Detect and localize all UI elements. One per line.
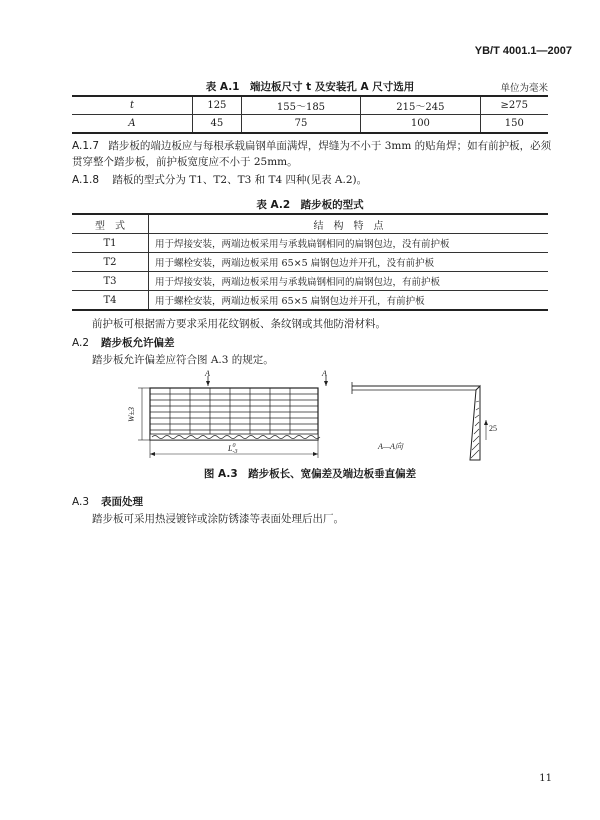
table-cell: 75 (241, 115, 360, 134)
table-header-row (72, 214, 548, 234)
clause-a17-cont: 贯穿整个踏步板，前护板宽度应不小于 25mm。 (72, 156, 298, 168)
table-cell: 215～245 (361, 96, 480, 115)
table-cell: 155～185 (241, 96, 360, 115)
figure-a3-caption: 图 A.3 踏步板长、宽偏差及端边板垂直偏差 (203, 468, 417, 480)
table-row (72, 291, 548, 311)
column-header: 型 式 (72, 214, 149, 234)
table-cell: 125 (193, 96, 242, 115)
grating-outline (150, 388, 318, 440)
dim-25-label: 25 (489, 424, 497, 433)
desc-cell: 用于焊接安装，两端边板采用与承载扁钢相同的扁钢包边，没有前护板 (149, 234, 549, 253)
front-plate-note: 前护板可根据需方要求采用花纹钢板、条纹钢或其他防滑材料。 (92, 318, 386, 330)
table-cell: 100 (361, 115, 480, 134)
length-tol-lower: -3 (232, 449, 238, 455)
table-a1-caption: 表 A.1 端边板尺寸 t 及安装孔 A 尺寸选用 (205, 81, 415, 93)
section-a3-heading (72, 494, 143, 509)
grating-bars (150, 388, 318, 434)
page-number: 11 (539, 773, 552, 784)
section-title: 表面处理 (101, 496, 144, 508)
front-nosing (150, 434, 318, 440)
length-tol-upper: 0 (232, 443, 236, 449)
column-header: 结 构 特 点 (149, 214, 549, 234)
table-a1-unit: 单位为毫米 (500, 83, 548, 94)
section-number: A.2 (72, 337, 90, 349)
table-a2 (72, 213, 548, 311)
type-cell: T2 (72, 253, 149, 272)
table-a1 (72, 95, 548, 134)
standard-code: YB/T 4001.1—2007 (474, 45, 572, 57)
clause-number: A.1.7 (72, 140, 100, 152)
width-label: W±3 (127, 406, 137, 423)
clause-text: 踏板的型式分为 T1、T2、T3 和 T4 四种(见表 A.2)。 (112, 174, 368, 186)
length-label (228, 443, 237, 455)
figure-a3-drawing (130, 368, 510, 464)
clause-a18 (72, 172, 552, 188)
length-symbol: L (228, 443, 233, 453)
table-row (72, 96, 548, 115)
desc-cell: 用于焊接安装，两端边板采用与承载扁钢相同的扁钢包边，有前护板 (149, 272, 549, 291)
clause-a17 (72, 138, 552, 154)
length-tolerance (232, 443, 237, 455)
desc-cell: 用于螺栓安装，两端边板采用 65×5 扁钢包边并开孔，没有前护板 (149, 253, 549, 272)
table-row (72, 234, 548, 253)
table-cell: 45 (193, 115, 242, 134)
type-cell: T4 (72, 291, 149, 311)
end-plate-section (470, 386, 480, 460)
table-row (72, 115, 548, 134)
table-a2-caption: 表 A.2 踏步板的型式 (256, 199, 364, 211)
type-cell: T1 (72, 234, 149, 253)
section-arrow-left (206, 381, 210, 386)
row-label: A (72, 115, 193, 134)
desc-cell: 用于螺栓安装，两端边板采用 65×5 扁钢包边并开孔，有前护板 (149, 291, 549, 311)
section-a3-text: 踏步板可采用热浸镀锌或涂防锈漆等表面处理后出厂。 (92, 513, 344, 525)
section-view-label: A—A向 (378, 442, 403, 451)
table-row (72, 253, 548, 272)
section-title: 踏步板允许偏差 (101, 337, 175, 349)
section-number: A.3 (72, 496, 90, 508)
section-a2-text: 踏步板允许偏差应符合图 A.3 的规定。 (92, 354, 274, 366)
section-label-left: A (205, 369, 210, 378)
clause-number: A.1.8 (72, 174, 100, 186)
clause-text: 踏步板的端边板应与每根承载扁钢单面满焊，焊缝为不小于 3mm 的贴角焊；如有前护板，必须 (108, 140, 552, 152)
section-a2-heading (72, 335, 175, 350)
table-cell: 150 (480, 115, 548, 134)
table-row (72, 272, 548, 291)
section-label-right: A (322, 369, 327, 378)
table-cell: ≥275 (480, 96, 548, 115)
section-arrow-right (324, 381, 328, 386)
row-label: t (72, 96, 193, 115)
type-cell: T3 (72, 272, 149, 291)
